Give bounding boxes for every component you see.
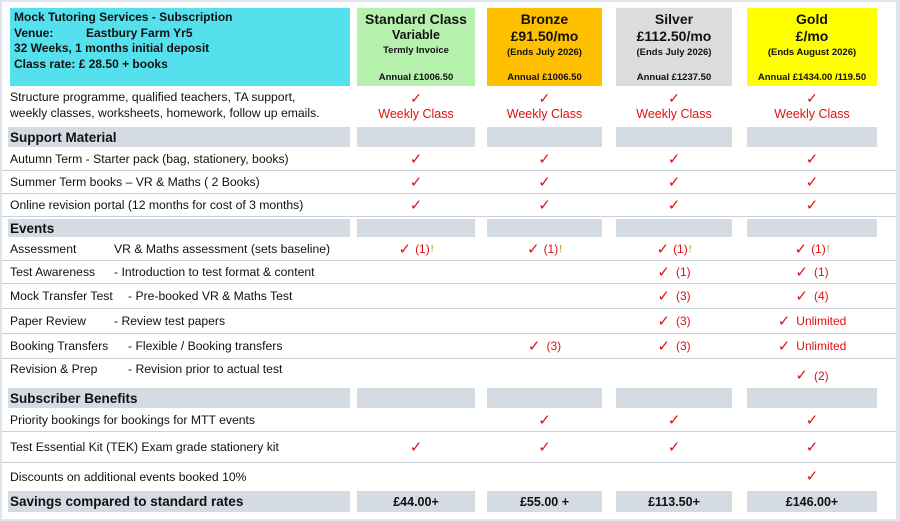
tick-icon: ✓ [794,240,808,258]
weeks-line: 32 Weeks, 1 months initial deposit [14,41,210,55]
structure-row [2,86,896,124]
savings-standard: £44.00+ [393,494,439,509]
count-label: (1) [675,265,691,279]
plan-annual: Annual £1434.00 /119.50 [757,71,867,83]
tick-icon: ✓ [777,337,791,355]
row-label: Summer Term books – VR & Maths ( 2 Books) [10,175,260,189]
venue-label: Venue: [14,25,54,40]
plan-note: (Ends August 2026) [767,46,857,58]
count-label: (3) [675,339,691,353]
tick-icon: ✓ [795,287,808,305]
tick-icon: ✓ [657,287,670,305]
class-rate: Class rate: £ 28.50 + books [14,56,168,71]
venue-line [14,26,346,42]
tick-icon: ✓ [409,196,423,214]
plan-price: £91.50/mo [510,28,579,45]
tick-icon: ✓ [409,438,423,456]
tick-icon: ✓ [538,150,551,168]
tick-icon: ✓ [805,411,819,429]
plan-name: Gold [796,11,828,27]
event-row-mock-transfer-test [2,284,896,309]
tick-icon: ✓ [657,337,670,355]
plan-name: Silver [654,11,694,27]
row-label [10,334,350,358]
tick-icon: ✓ [805,438,819,456]
venue-value: Eastbury Farm Yr5 [86,25,193,40]
tick-icon: ✓ [667,196,681,214]
section-events [2,218,896,238]
weekly-class-label: Weekly Class [378,106,454,121]
flag-icon: ! [826,243,830,255]
tick-icon: ✓ [410,89,422,106]
event-desc: - Revision prior to actual test [128,362,283,376]
tick-icon: ✓ [526,240,540,258]
row-label [10,359,350,386]
event-desc: - Introduction to test format & content [114,265,315,279]
tick-icon: ✓ [777,312,791,330]
subscription-sheet [2,2,896,519]
event-desc: - Pre-booked VR & Maths Test [128,289,293,303]
tick-icon: ✓ [656,240,670,258]
tick-icon: ✓ [795,367,808,384]
row-label [10,261,350,283]
event-name: Revision & Prep [10,362,98,376]
tick-icon: ✓ [805,468,819,485]
tick-icon: ✓ [538,89,551,106]
plan-name: Bronze [520,11,569,27]
tick-icon: ✓ [538,438,551,456]
row-label [10,309,350,333]
event-name: Paper Review [10,314,86,328]
section-support [2,126,896,148]
tick-icon: ✓ [538,411,551,429]
structure-bronze [487,86,602,124]
row-label: Priority bookings for bookings for MTT events [10,413,255,427]
count-label: (3) [675,289,691,303]
header-info [10,8,350,86]
tick-icon: ✓ [409,173,423,191]
weekly-class-label: Weekly Class [636,106,712,121]
tick-icon: ✓ [668,89,680,106]
structure-standard [357,86,475,124]
row-label [10,284,350,308]
tick-icon: ✓ [657,263,670,281]
flag-icon: ! [688,243,692,255]
event-desc: VR & Maths assessment (sets baseline) [114,242,331,256]
plan-name: Standard Class [365,11,467,27]
plan-price: Variable [392,28,440,43]
savings-label: Savings compared to standard rates [10,494,244,509]
tick-icon: ✓ [527,337,541,355]
plan-annual: Annual £1006.50 [378,71,454,83]
tick-icon: ✓ [806,89,818,106]
plan-silver [616,8,732,86]
flag-icon: ! [559,243,563,255]
tick-icon: ✓ [667,173,681,191]
section-benefits [2,387,896,409]
support-row [2,194,896,217]
count-label: (1) [673,242,688,256]
plan-note: (Ends July 2026) [636,46,712,58]
tick-icon: ✓ [657,312,670,330]
structure-line-2: weekly classes, worksheets, homework, follow up emails. [10,106,320,120]
tick-icon: ✓ [398,240,412,258]
plan-gold [747,8,877,86]
plan-price: £112.50/mo [636,28,712,45]
tick-icon: ✓ [667,150,681,168]
count-label: (2) [813,369,829,383]
event-name: Test Awareness [10,265,96,279]
benefit-row [2,463,896,490]
plan-standard [357,8,475,86]
event-desc: - Flexible / Booking transfers [128,339,283,353]
savings-silver: £113.50+ [648,494,700,509]
count-label: Unlimited [796,339,847,353]
event-row-paper-review [2,309,896,334]
count-label: (1) [543,242,559,256]
benefit-row [2,432,896,463]
count-label: (1) [415,242,430,256]
count-label: (3) [546,339,562,353]
count-label: (1) [813,265,829,279]
event-row-test-awareness [2,261,896,284]
header-title: Mock Tutoring Services - Subscription [14,10,233,24]
tick-icon: ✓ [805,196,819,214]
plan-note: (Ends July 2026) [507,46,582,58]
row-label: Autumn Term - Starter pack (bag, stationery, books) [10,152,289,166]
section-title: Support Material [10,129,117,145]
plan-bronze [487,8,602,86]
tick-icon: ✓ [538,196,551,214]
plan-price: £/mo [795,28,829,45]
support-row [2,148,896,171]
tick-icon: ✓ [805,173,819,191]
row-label: Discounts on additional events booked 10% [10,469,247,484]
plan-annual: Annual £1237.50 [636,71,712,83]
row-label: Online revision portal (12 months for cost of 3 months) [10,198,304,212]
plan-note: Termly Invoice [383,45,449,57]
count-label: (1) [811,242,826,256]
event-row-assessment [2,238,896,261]
section-title: Subscriber Benefits [10,390,138,406]
count-label: (3) [675,314,691,328]
flag-icon: ! [430,243,434,255]
row-label [10,238,350,260]
section-title: Events [10,220,55,236]
weekly-class-label: Weekly Class [506,106,583,121]
tick-icon: ✓ [409,150,423,168]
event-row-booking-transfers [2,334,896,359]
structure-text [10,86,350,124]
savings-gold: £146.00+ [785,494,839,509]
plan-annual: Annual £1006.50 [507,71,582,83]
savings-bronze: £55.00 + [519,494,569,509]
benefit-row [2,409,896,432]
structure-silver [616,86,732,124]
structure-gold [747,86,877,124]
weekly-class-label: Weekly Class [774,106,850,121]
row-label: Test Essential Kit (TEK) Exam grade stationery kit [10,440,279,454]
tick-icon: ✓ [667,438,681,456]
tick-icon: ✓ [795,263,808,281]
count-label: (4) [813,289,829,303]
tick-icon: ✓ [667,411,681,429]
event-row-revision-prep [2,359,896,386]
savings-row [2,490,896,513]
event-desc: - Review test papers [114,314,226,328]
event-name: Assessment [10,242,77,256]
count-label: Unlimited [796,314,847,328]
event-name: Booking Transfers [10,339,109,353]
structure-line-1: Structure programme, qualified teachers, TA support, [10,90,296,104]
tick-icon: ✓ [805,150,819,168]
event-name: Mock Transfer Test [10,289,113,303]
support-row [2,171,896,194]
tick-icon: ✓ [538,173,551,191]
